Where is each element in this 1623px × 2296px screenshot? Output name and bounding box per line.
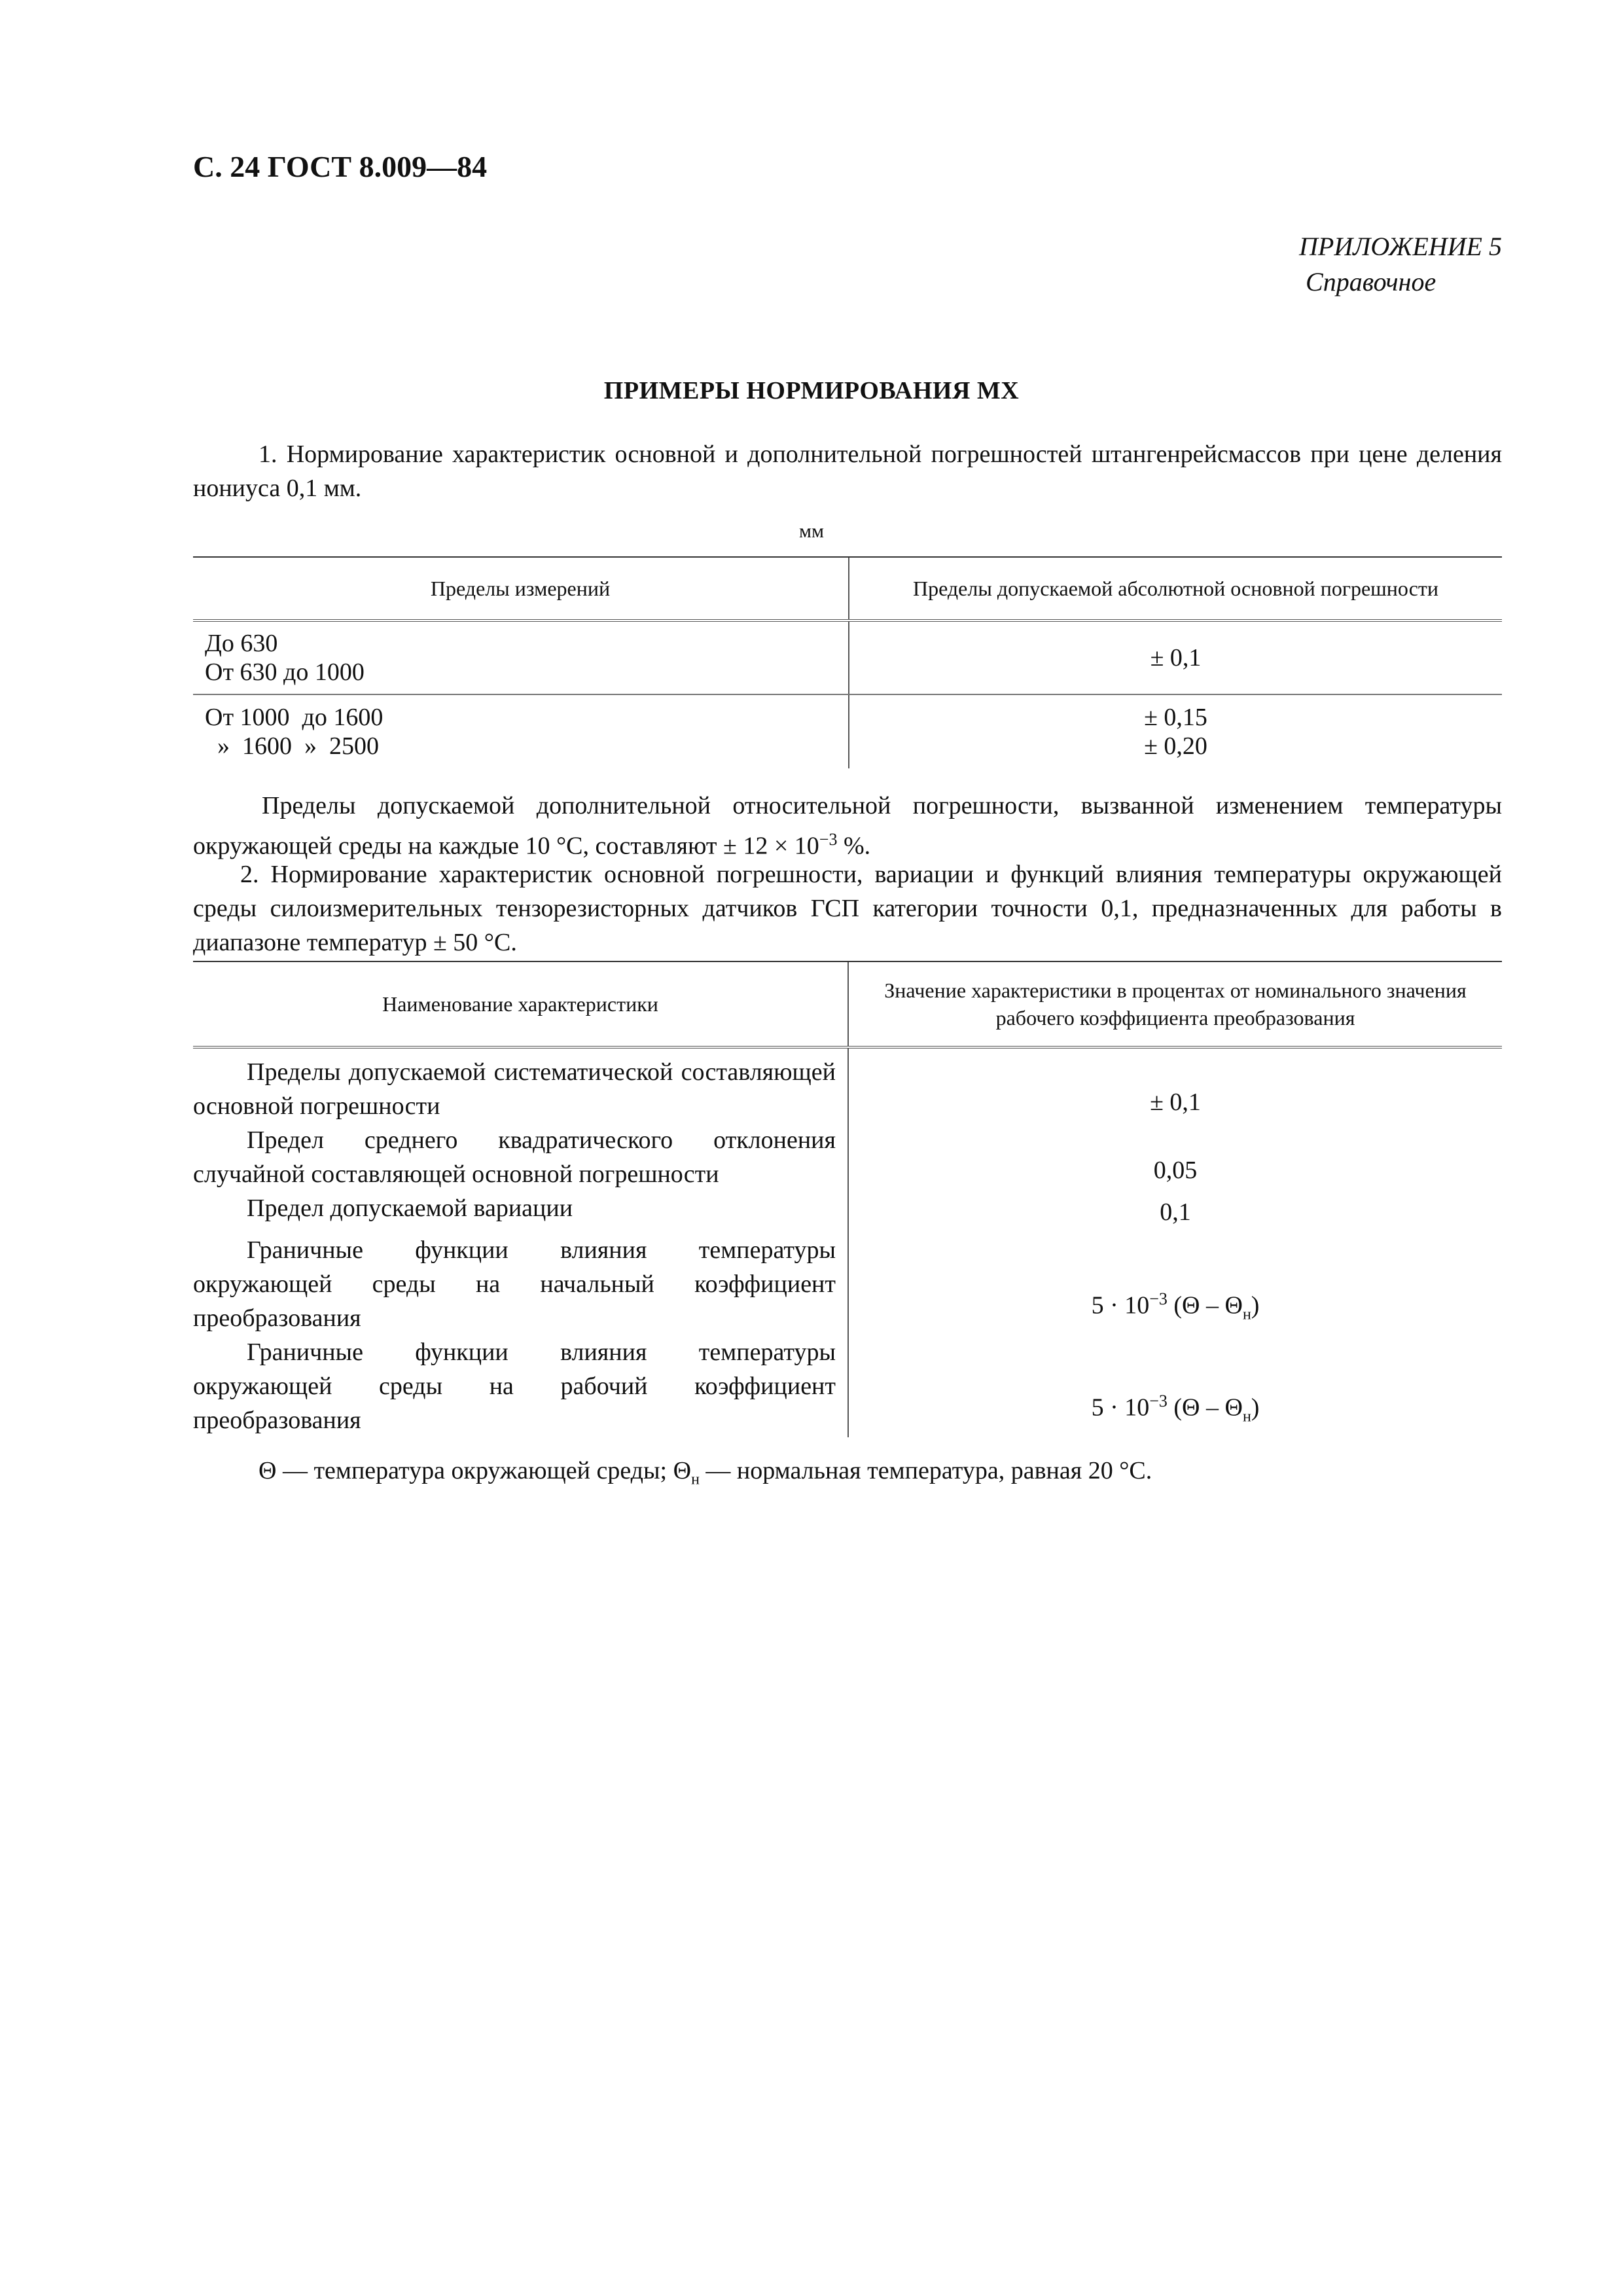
table1-header-errors: Пределы допускаемой абсолютной основной погрешности (849, 557, 1502, 620)
document-title: ПРИМЕРЫ НОРМИРОВАНИЯ МХ (603, 377, 1020, 404)
range-cell (193, 694, 849, 768)
footnote-text-end: — нормальная температура, равная 20 °С. (699, 1457, 1152, 1484)
value-suffix: ) (1251, 1291, 1260, 1319)
characteristic-name (193, 1233, 848, 1335)
range-line: До 630 (205, 630, 278, 657)
section2-intro-text: 2. Нормирование характеристик основной погрешности, вариации и функций влияния температуры окружающей среды силоизмерительных тензорезисторных датчиков ГСП категории точности 0,1, предназначенных для работы в диапазоне температур ± 50 °С. (193, 861, 1502, 956)
error-value: ± 0,20 (1144, 732, 1207, 760)
error-cell (849, 620, 1502, 694)
page-header: С. 24 ГОСТ 8.009—84 (193, 150, 488, 183)
section1-note-suffix: %. (837, 832, 871, 860)
section1-note (193, 789, 1502, 863)
value-exponent: −3 (1149, 1391, 1168, 1410)
table-row (193, 620, 1502, 694)
characteristic-name (193, 1047, 848, 1123)
footnote-subscript: н (691, 1471, 700, 1488)
error-cell (849, 694, 1502, 768)
characteristic-name-text: Пределы допускаемой систематической составляющей основной погрешности (193, 1058, 836, 1120)
value-exponent: −3 (1149, 1289, 1168, 1308)
value-mid: (Θ – Θ (1167, 1393, 1243, 1422)
value-prefix: 5 · 10 (1091, 1393, 1150, 1422)
table2-header-value: Значение характеристики в процентах от номинального значения рабочего коэффициента преобразования (848, 961, 1502, 1047)
characteristic-name-text: Предел допускаемой вариации (247, 1194, 573, 1222)
error-value: ± 0,15 (1144, 704, 1207, 731)
table-row (193, 1191, 1502, 1233)
footnote-text: Θ — температура окружающей среды; Θ (259, 1457, 692, 1484)
table2-header-name: Наименование характеристики (193, 961, 848, 1047)
measurement-limits-table (193, 556, 1502, 768)
table-row (193, 1123, 1502, 1191)
value-subscript: н (1242, 1408, 1251, 1425)
characteristic-name-text: Предел среднего квадратического отклонения случайной составляющей основной погрешности (193, 1126, 836, 1188)
characteristic-value: 0,05 (848, 1123, 1502, 1191)
characteristic-name (193, 1123, 848, 1191)
characteristic-value: 0,1 (848, 1191, 1502, 1233)
section1-intro (193, 437, 1502, 505)
characteristic-name (193, 1191, 848, 1233)
characteristic-value: ± 0,1 (848, 1047, 1502, 1123)
table-row (193, 1233, 1502, 1335)
appendix-number: ПРИЛОЖЕНИЕ 5 (1299, 232, 1502, 261)
characteristic-name (193, 1335, 848, 1437)
table1-header-ranges: Пределы измерений (193, 557, 849, 620)
value-subscript: н (1242, 1306, 1251, 1323)
footnote (259, 1456, 1152, 1489)
characteristic-value (848, 1233, 1502, 1335)
range-line: » 1600 » 2500 (205, 732, 379, 760)
table-row (193, 694, 1502, 768)
table-row (193, 1335, 1502, 1437)
value-suffix: ) (1251, 1393, 1260, 1422)
range-line: От 630 до 1000 (205, 658, 365, 686)
error-value: ± 0,1 (1150, 644, 1202, 672)
appendix-label (1299, 229, 1502, 300)
section1-note-text: Пределы допускаемой дополнительной относительной погрешности, вызванной изменением температуры окружающей среды на каждые 10 °С, составляют ± 12 × 10 (193, 792, 1502, 860)
characteristic-value (848, 1335, 1502, 1437)
section1-intro-text: 1. Нормирование характеристик основной и дополнительной погрешностей штангенрейсмассов при цене деления нониуса 0,1 мм. (193, 440, 1502, 502)
section1-note-exponent: −3 (819, 830, 838, 849)
range-cell (193, 620, 849, 694)
units-label: мм (799, 520, 824, 542)
value-prefix: 5 · 10 (1091, 1291, 1150, 1319)
value-mid: (Θ – Θ (1167, 1291, 1243, 1319)
characteristics-table (193, 961, 1502, 1437)
table-row (193, 1047, 1502, 1123)
section2-intro (193, 857, 1502, 960)
appendix-type: Справочное (1306, 267, 1436, 296)
characteristic-name-text: Граничные функции влияния температуры окружающей среды на начальный коэффициент преобразования (193, 1236, 836, 1332)
range-line: От 1000 до 1600 (205, 704, 383, 731)
characteristic-name-text: Граничные функции влияния температуры окружающей среды на рабочий коэффициент преобразования (193, 1338, 836, 1434)
